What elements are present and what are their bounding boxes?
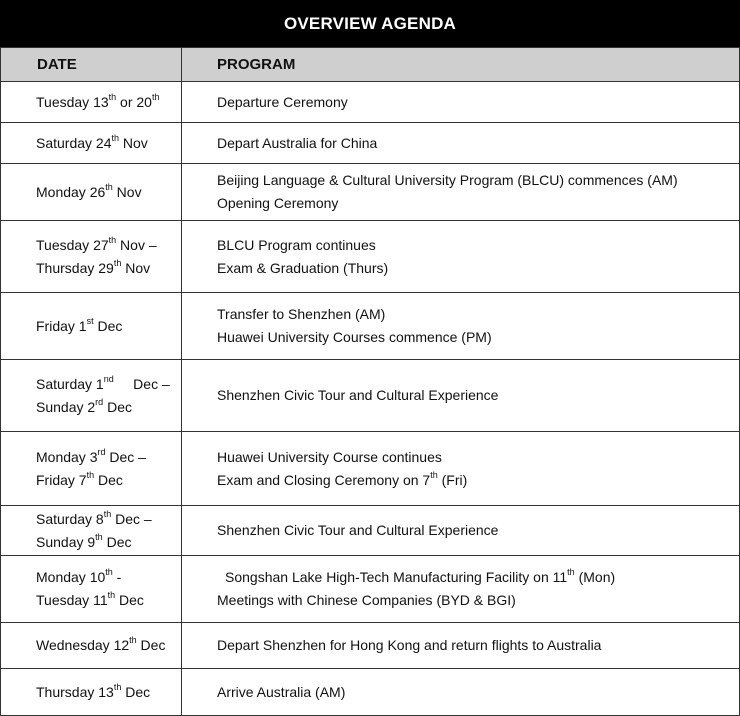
program-cell xyxy=(182,164,740,221)
date-text: Dec – xyxy=(105,448,146,465)
table-row xyxy=(1,623,740,669)
program-line xyxy=(217,469,738,492)
program-line xyxy=(217,326,738,349)
program-line xyxy=(217,132,738,155)
table-row xyxy=(1,82,740,123)
date-line xyxy=(36,469,180,492)
program-cell xyxy=(182,221,740,293)
agenda-body xyxy=(1,82,740,716)
table-row xyxy=(1,506,740,556)
date-line xyxy=(36,446,180,469)
date-cell xyxy=(1,123,182,164)
date-text: Monday 10 xyxy=(36,569,106,585)
date-cell xyxy=(1,506,182,556)
program-cell xyxy=(182,623,740,669)
date-text: Dec – xyxy=(111,510,152,527)
date-text: Dec xyxy=(102,533,132,550)
program-cell xyxy=(182,293,740,360)
program-line xyxy=(217,169,738,192)
date-text: Dec xyxy=(115,592,144,608)
date-cell xyxy=(1,360,182,432)
ordinal-suffix: th xyxy=(86,469,95,480)
program-cell xyxy=(182,360,740,432)
date-text: Saturday 24 xyxy=(36,134,112,151)
date-text: Dec xyxy=(94,471,123,488)
table-row xyxy=(1,556,740,623)
date-text: Friday 1 xyxy=(36,317,87,334)
program-line xyxy=(217,566,738,589)
ordinal-suffix: th xyxy=(113,681,122,692)
header-row xyxy=(1,48,740,82)
date-cell xyxy=(1,556,182,623)
table-row xyxy=(1,164,740,221)
date-line xyxy=(36,531,180,554)
date-line xyxy=(36,566,180,589)
program-text: Shenzhen Civic Tour and Cultural Experience xyxy=(217,522,499,538)
ordinal-suffix: th xyxy=(113,257,122,268)
ordinal-suffix: th xyxy=(430,469,438,480)
program-column-header: PROGRAM xyxy=(182,48,740,82)
ordinal-suffix: rd xyxy=(95,396,104,407)
program-text: (Fri) xyxy=(437,471,468,488)
program-text: Depart Shenzhen for Hong Kong and return flights to Australia xyxy=(217,637,602,653)
table-row xyxy=(1,123,740,164)
date-text: Tuesday 27 xyxy=(36,236,109,253)
table-row xyxy=(1,360,740,432)
date-cell xyxy=(1,669,182,716)
ordinal-suffix: th xyxy=(107,590,116,601)
ordinal-suffix: st xyxy=(86,315,94,326)
program-line xyxy=(217,446,738,469)
date-text: Monday 26 xyxy=(36,183,106,200)
agenda-table xyxy=(0,47,740,716)
program-text: Beijing Language & Cultural University Program (BLCU) commences (AM) xyxy=(217,172,678,188)
program-cell xyxy=(182,82,740,123)
date-line xyxy=(36,91,180,114)
date-line xyxy=(36,181,180,204)
program-text: Depart Australia for China xyxy=(217,134,378,151)
date-text: Monday 3 xyxy=(36,448,98,465)
date-text: Wednesday 12 xyxy=(36,637,130,653)
date-column-header: DATE xyxy=(1,48,182,82)
date-line xyxy=(36,508,180,531)
date-text: Tuesday 11 xyxy=(36,592,108,608)
date-text: Nov xyxy=(119,134,148,151)
date-text: Thursday 13 xyxy=(36,683,114,700)
ordinal-suffix: th xyxy=(105,181,113,192)
program-text: Huawei University Course continues xyxy=(217,448,442,465)
table-row xyxy=(1,432,740,506)
program-line xyxy=(217,681,738,704)
date-text: Dec xyxy=(103,398,132,415)
program-line xyxy=(217,519,738,542)
ordinal-suffix: th xyxy=(108,234,117,245)
date-cell xyxy=(1,221,182,293)
program-cell xyxy=(182,432,740,506)
date-text: Tuesday 13 xyxy=(36,93,109,110)
date-cell xyxy=(1,164,182,221)
program-text: Songshan Lake High-Tech Manufacturing Facility on 11 xyxy=(225,569,568,585)
ordinal-suffix: th xyxy=(567,567,575,578)
program-text: (Mon) xyxy=(574,569,616,585)
agenda-title: OVERVIEW AGENDA xyxy=(0,0,740,47)
ordinal-suffix: nd xyxy=(103,373,114,384)
program-text: Shenzhen Civic Tour and Cultural Experience xyxy=(217,387,499,403)
date-text: Nov xyxy=(112,183,142,200)
program-cell xyxy=(182,123,740,164)
program-text: Opening Ceremony xyxy=(217,195,339,211)
program-line xyxy=(217,234,738,257)
date-cell xyxy=(1,432,182,506)
ordinal-suffix: th xyxy=(111,132,120,143)
date-line xyxy=(36,234,180,257)
date-line xyxy=(36,373,180,396)
program-text: Meetings with Chinese Companies (BYD & BGI) xyxy=(217,592,516,608)
date-text: Dec xyxy=(93,317,123,334)
date-line xyxy=(36,681,180,704)
date-text: Thursday 29 xyxy=(36,259,114,276)
program-text: Departure Ceremony xyxy=(217,93,348,110)
program-line xyxy=(217,192,738,215)
date-cell xyxy=(1,82,182,123)
date-text: Saturday 1 xyxy=(36,375,104,392)
table-row xyxy=(1,293,740,360)
date-line xyxy=(36,315,180,338)
ordinal-suffix: th xyxy=(95,531,103,542)
table-row xyxy=(1,221,740,293)
date-line xyxy=(36,634,180,657)
ordinal-suffix: th xyxy=(151,91,160,102)
date-text: Friday 7 xyxy=(36,471,87,488)
date-line xyxy=(36,132,180,155)
program-cell xyxy=(182,669,740,716)
program-line xyxy=(217,303,738,326)
date-line xyxy=(36,396,180,419)
date-text: Sunday 9 xyxy=(36,533,96,550)
date-line xyxy=(36,589,180,612)
program-line xyxy=(217,91,738,114)
ordinal-suffix: th xyxy=(108,91,117,102)
date-text: Nov xyxy=(121,259,151,276)
program-cell xyxy=(182,506,740,556)
program-text: Arrive Australia (AM) xyxy=(217,683,346,700)
table-row xyxy=(1,669,740,716)
ordinal-suffix: rd xyxy=(97,446,106,457)
ordinal-suffix: th xyxy=(103,508,112,519)
ordinal-suffix: th xyxy=(129,635,137,646)
date-cell xyxy=(1,293,182,360)
program-line xyxy=(217,257,738,280)
date-text: Sunday 2 xyxy=(36,398,96,415)
date-text: Dec xyxy=(121,683,151,700)
ordinal-suffix: th xyxy=(105,567,113,578)
program-text: Transfer to Shenzhen (AM) xyxy=(217,306,386,322)
program-text: BLCU Program continues xyxy=(217,236,376,253)
date-text: - xyxy=(112,569,122,585)
date-text: Saturday 8 xyxy=(36,510,104,527)
program-cell xyxy=(182,556,740,623)
date-text: Dec – xyxy=(113,375,170,392)
program-line xyxy=(217,589,738,612)
program-text: Exam & Graduation (Thurs) xyxy=(217,259,389,276)
date-text: Nov – xyxy=(116,236,157,253)
program-line xyxy=(217,634,738,657)
program-text: Huawei University Courses commence (PM) xyxy=(217,329,492,345)
date-cell xyxy=(1,623,182,669)
program-text: Exam and Closing Ceremony on 7 xyxy=(217,471,431,488)
date-line xyxy=(36,257,180,280)
date-text: Dec xyxy=(136,637,166,653)
date-text: or 20 xyxy=(116,93,152,110)
program-line xyxy=(217,384,738,407)
